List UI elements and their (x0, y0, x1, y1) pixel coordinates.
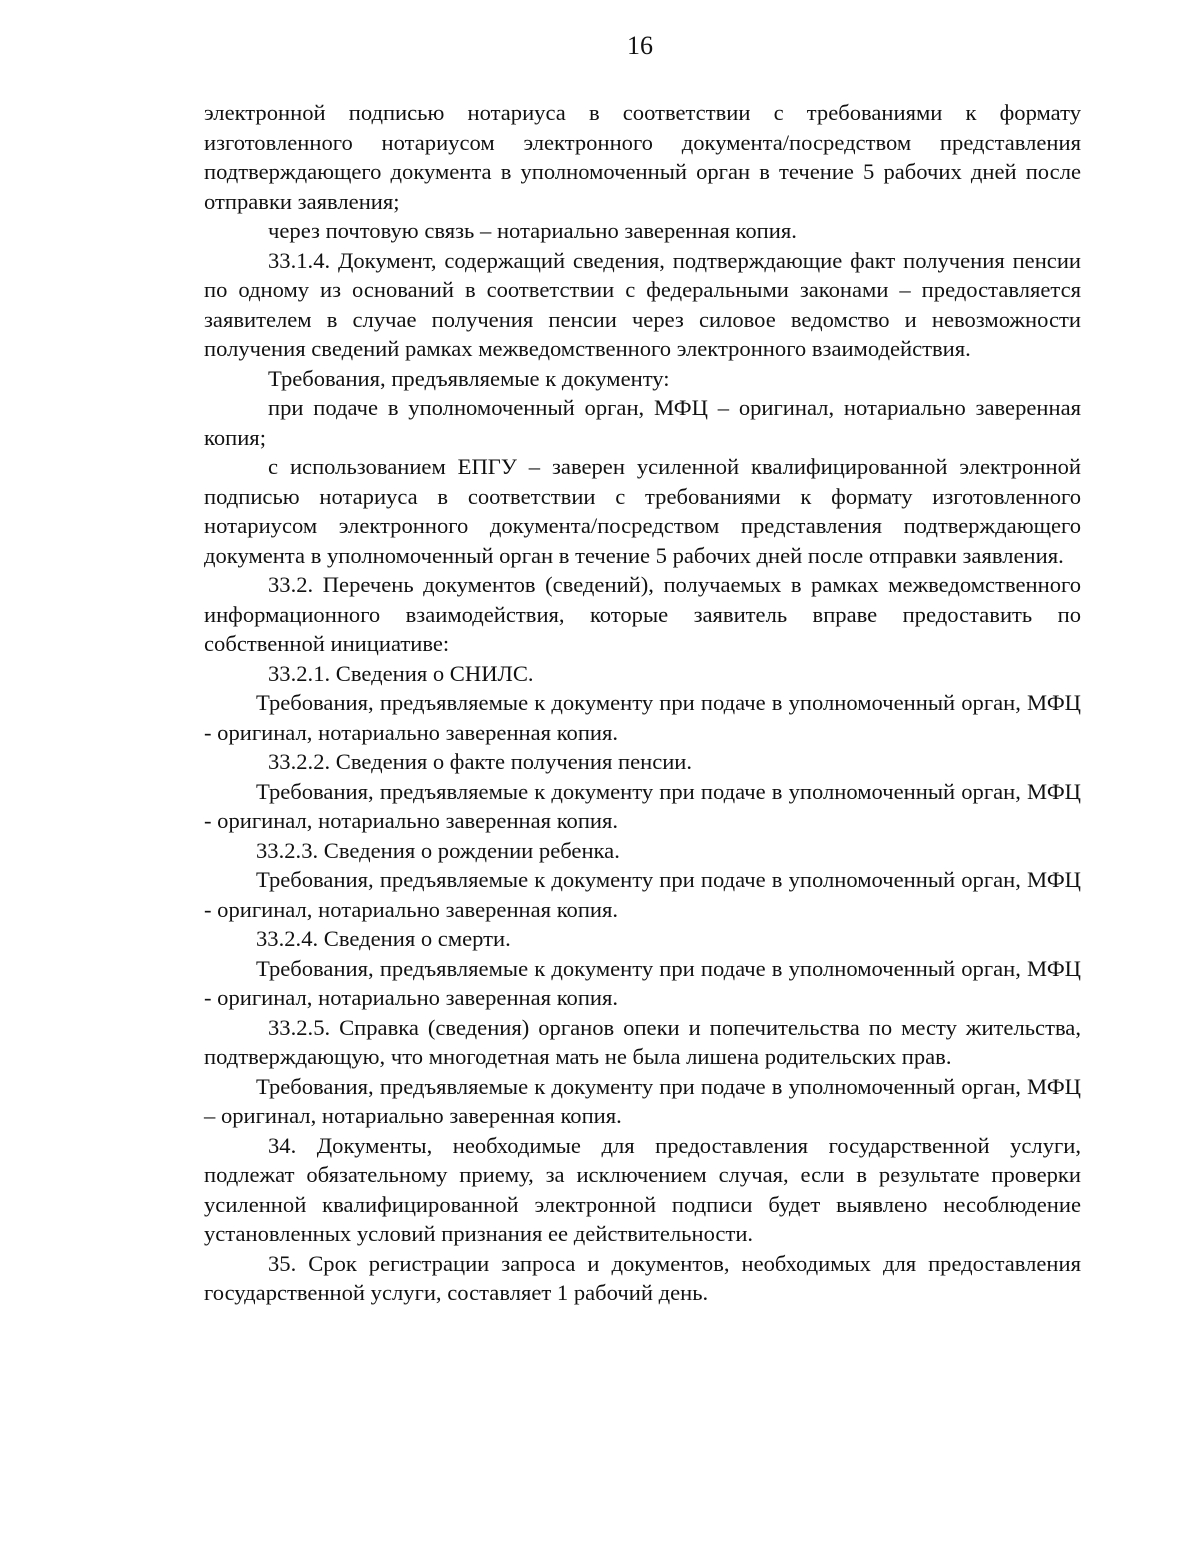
paragraph-33-2-5: 33.2.5. Справка (сведения) органов опеки и попечительства по месту жительства, подтверждающую, что многодетная мать не была лишена родительских прав. (204, 1014, 1081, 1069)
paragraph-submission-epgu: с использованием ЕПГУ – заверен усиленной квалифицированной электронной подписью нотариуса в соответствии с требованиями к формату изготовленного нотариусом электронного документа/посредством представления подтверждающего документа в уполномоченный орган в течение 5 рабочих дней после отправки заявления. (204, 454, 1081, 568)
paragraph-requirements-snils: Требования, предъявляемые к документу при подаче в уполномоченный орган, МФЦ - оригинал, нотариально заверенная копия. (204, 690, 1081, 745)
paragraph-33-2-3: 33.2.3. Сведения о рождении ребенка. (256, 837, 620, 863)
paragraph-33-2-4: 33.2.4. Сведения о смерти. (256, 926, 511, 951)
paragraph-document-requirements: Требования, предъявляемые к документу: (268, 365, 670, 391)
paragraph-33-1-4: 33.1.4. Документ, содержащий сведения, подтверждающие факт получения пенсии по одному из оснований в соответствии с федеральными законами – предоставляется заявителем в случае получения пенсии через силовое ведомство и невозможности получения сведений рамках межведомственного электронного взаимодействия. (204, 247, 1081, 361)
paragraph-submission-mfc: при подаче в уполномоченный орган, МФЦ – оригинал, нотариально заверенная копия; (204, 395, 1081, 450)
page-number: 16 (627, 31, 653, 60)
paragraph-34: 34. Документы, необходимые для предоставления государственной услуги, подлежат обязательному приему, за исключением случая, если в результате проверки усиленной квалифицированной электронной подписи будет выявлено несоблюдение установленных условий признания ее действительности. (204, 1132, 1081, 1246)
paragraph-35: 35. Срок регистрации запроса и документов, необходимых для предоставления государственной услуги, составляет 1 рабочий день. (204, 1250, 1081, 1305)
paragraph-33-2-2: 33.2.2. Сведения о факте получения пенсии. (268, 749, 693, 774)
paragraph-requirements-pension: Требования, предъявляемые к документу при подаче в уполномоченный орган, МФЦ - оригинал, нотариально заверенная копия. (204, 778, 1081, 833)
paragraph-epgu-signature-continued: электронной подписью нотариуса в соответствии с требованиями к формату изготовленного нотариусом электронного документа/посредством представления подтверждающего документа в уполномоченный орган в течение 5 рабочих дней после отправки заявления; (204, 100, 1081, 214)
paragraph-33-2-1: 33.2.1. Сведения о СНИЛС. (268, 660, 534, 686)
document-body (204, 98, 1081, 1308)
paragraph-requirements-birth: Требования, предъявляемые к документу при подаче в уполномоченный орган, МФЦ - оригинал, нотариально заверенная копия. (204, 867, 1081, 922)
paragraph-requirements-guardianship: Требования, предъявляемые к документу при подаче в уполномоченный орган, МФЦ – оригинал, нотариально заверенная копия. (204, 1073, 1081, 1128)
paragraph-postal-copy: через почтовую связь – нотариально заверенная копия. (268, 218, 797, 243)
paragraph-requirements-death: Требования, предъявляемые к документу при подаче в уполномоченный орган, МФЦ - оригинал, нотариально заверенная копия. (204, 955, 1081, 1010)
paragraph-33-2: 33.2. Перечень документов (сведений), получаемых в рамках межведомственного информационного взаимодействия, которые заявитель вправе предоставить по собственной инициативе: (204, 572, 1081, 656)
